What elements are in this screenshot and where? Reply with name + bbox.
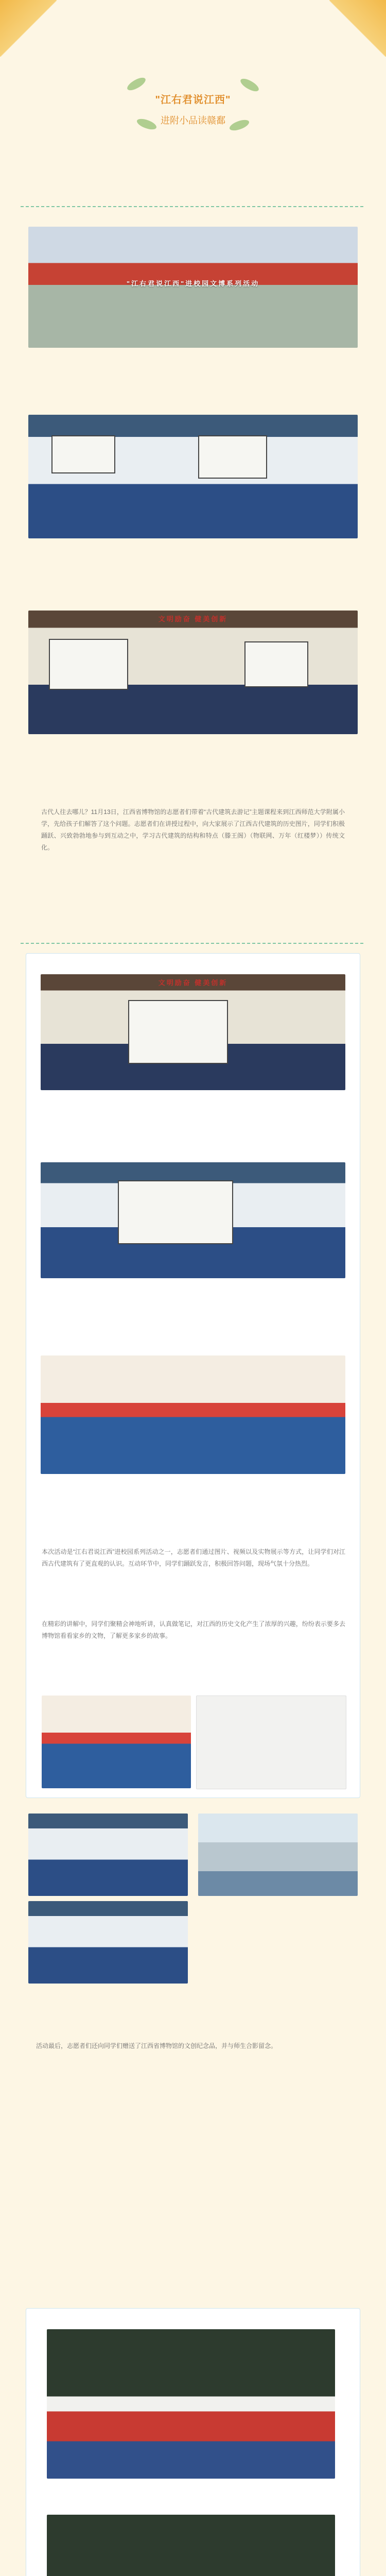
paragraph-students: 在精彩的讲解中，同学们聚精会神地听讲，认真做笔记，对江西的历史文化产生了浓厚的兴趣，纷纷表示要多去博物馆看看家乡的文物，了解更多家乡的故事。 bbox=[42, 1620, 345, 1639]
content-card-2 bbox=[26, 2308, 360, 2576]
projector-screen bbox=[51, 435, 115, 473]
corner-decoration-right bbox=[329, 0, 386, 57]
photo-students bbox=[41, 1355, 345, 1474]
corner-decoration-left bbox=[0, 0, 57, 57]
photo-student-writing bbox=[42, 1696, 191, 1788]
photo-classroom-6 bbox=[28, 1901, 188, 1984]
photo-classroom-4 bbox=[41, 1162, 345, 1278]
projector-screen bbox=[244, 641, 308, 687]
content-card-1 bbox=[26, 953, 360, 1798]
photo-classroom-2 bbox=[28, 611, 358, 734]
projector-screen bbox=[118, 1180, 233, 1244]
leaf-icon bbox=[126, 75, 148, 93]
projector-screen bbox=[128, 1000, 228, 1064]
classroom-motto: 文明励奋 健美创新 bbox=[158, 979, 228, 987]
photo-group-2 bbox=[47, 2515, 335, 2576]
divider-stripe bbox=[21, 206, 365, 207]
banner-text: "江右君说江西"进校园文博系列活动 bbox=[126, 280, 260, 287]
projector-screen bbox=[49, 639, 128, 690]
classroom-motto: 文明励奋 健美创新 bbox=[158, 615, 228, 623]
page-title-block bbox=[121, 70, 265, 142]
photo-group-banner bbox=[28, 227, 358, 348]
photo-classroom-1 bbox=[28, 415, 358, 538]
paragraph-activity: 本次活动是“江右君说江西”进校园系列活动之一，志愿者们通过图片、视频以及实物展示等方式，让同学们对江西古代建筑有了更直观的认识。互动环节中，同学们踊跃发言，积极回答问题，现场气氛十分热烈。 bbox=[42, 1548, 345, 1567]
divider-stripe bbox=[21, 943, 365, 944]
paragraph-gifts: 活动最后，志愿者们还向同学们赠送了江西省博物馆的文创纪念品，并与师生合影留念。 bbox=[36, 2042, 277, 2049]
paragraph-intro: 古代人往去哪儿？11月13日，江西省博物馆的志愿者们带着“古代建筑去游记”主题课程来到江西师范大学附属小学，先给孩子们解答了这个问题。志愿者们在讲授过程中，向大家展示了江西古代建筑的历史图片，同学们积极踊跃、兴致勃勃地参与到互动之中，学习古代建筑的结构和特点（滕王阁）（物联网、万年（红楼梦））传统文化。 bbox=[41, 808, 345, 851]
projector-screen bbox=[198, 435, 267, 479]
photo-classroom-5 bbox=[28, 1814, 188, 1896]
page-subtitle: 进附小品读赣鄱 bbox=[161, 115, 225, 126]
photo-classroom-3 bbox=[41, 974, 345, 1090]
page-title: "江右君说江西" bbox=[155, 94, 231, 106]
photo-group-1 bbox=[47, 2329, 335, 2479]
photo-hallway bbox=[198, 1814, 358, 1896]
photo-notes bbox=[196, 1696, 346, 1789]
